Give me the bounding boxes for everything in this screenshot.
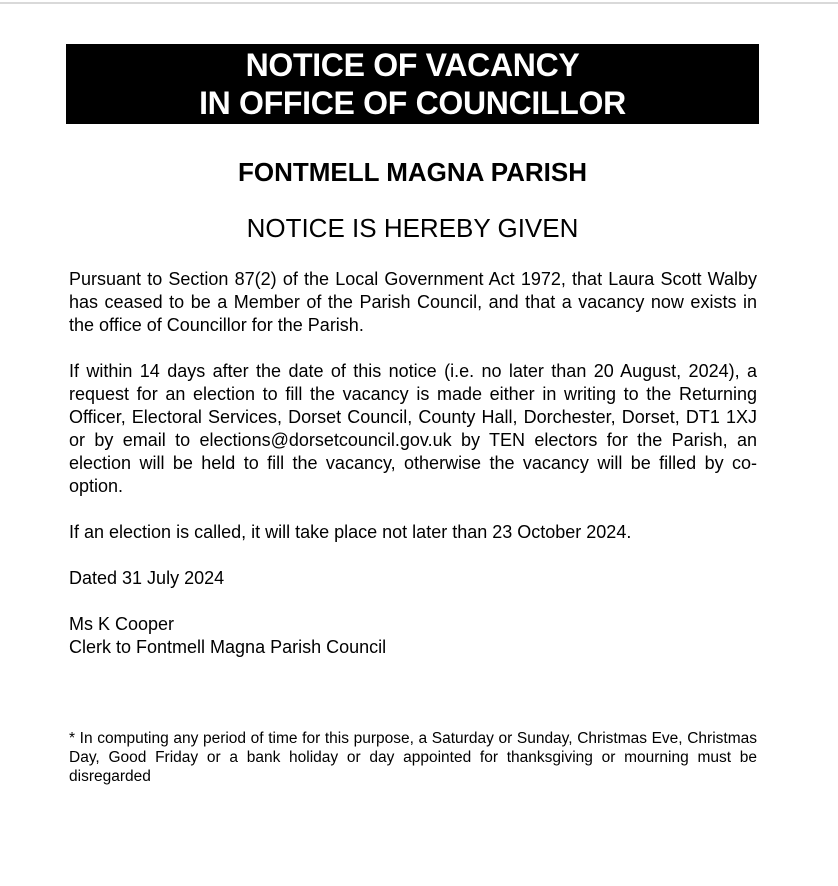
signature-block (69, 613, 757, 659)
top-border-rule (0, 2, 838, 4)
dated-line: Dated 31 July 2024 (69, 568, 225, 588)
footnote: * In computing any period of time for this purpose, a Saturday or Sunday, Christmas Eve, Christmas Day, Good Friday or a bank holiday or day appointed for thanksgiving or mourning must be disregarded (69, 730, 757, 785)
election-date-paragraph: If an election is called, it will take place not later than 23 October 2024. (69, 522, 632, 542)
notice-heading: NOTICE IS HEREBY GIVEN (246, 213, 579, 243)
signatory-name: Ms K Cooper (69, 614, 175, 634)
notice-title-banner (66, 44, 759, 124)
title-line-2: IN OFFICE OF COUNCILLOR (199, 85, 626, 121)
parish-heading: FONTMELL MAGNA PARISH (237, 157, 588, 187)
signatory-role: Clerk to Fontmell Magna Parish Council (69, 637, 387, 657)
vacancy-paragraph: Pursuant to Section 87(2) of the Local Government Act 1972, that Laura Scott Walby has ceased to be a Member of the Parish Council, and that a vacancy now exists in the office of Councillor for the Parish. (69, 269, 757, 335)
title-line-1: NOTICE OF VACANCY (245, 47, 580, 83)
election-request-paragraph: If within 14 days after the date of this notice (i.e. no later than 20 August, 2024), a request for an election to fill the vacancy is made either in writing to the Returning Officer, Electoral Services, Dorset Council, County Hall, Dorchester, Dorset, DT1 1XJ or by email to elections@dorsetcouncil.gov.uk by TEN electors for the Parish, an election will be held to fill the vacancy, otherwise the vacancy will be filled by co-option. (69, 361, 757, 496)
